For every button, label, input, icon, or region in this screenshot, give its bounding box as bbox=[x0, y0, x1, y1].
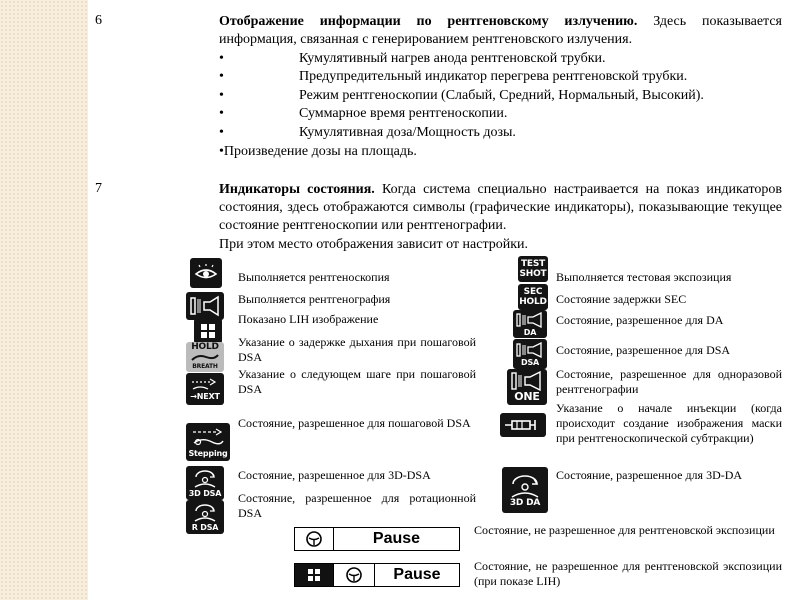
one-shot-radiography-icon: ONE bbox=[507, 369, 547, 405]
section-7-note: При этом место отображения зависит от настройки. bbox=[219, 237, 529, 252]
lih-grid-icon bbox=[194, 318, 222, 344]
section-6-intro: Здесь показывается информация, связанная с генерированием рентгеновского излучения. bbox=[219, 14, 782, 47]
indicator-label: Состояние, разрешенное для DSA bbox=[556, 343, 731, 357]
rotational-dsa-icon: R DSA bbox=[186, 500, 224, 534]
list-item-last: •Произведение дозы на площадь. bbox=[219, 144, 417, 159]
indicator-label: Состояние, разрешенное для 3D-DSA bbox=[238, 468, 431, 482]
indicator-label: Состояние, разрешенное для 3D-DA bbox=[556, 468, 743, 482]
side-decorative-strip bbox=[0, 0, 88, 600]
section-6-paragraph bbox=[219, 13, 782, 49]
dsa-tube-icon: DSA bbox=[513, 339, 547, 369]
stepping-dsa-icon: Stepping bbox=[186, 423, 230, 461]
section-6-heading: Отображение информации по рентгеновскому излучению. bbox=[219, 14, 638, 29]
section-6-number: 6 bbox=[95, 13, 102, 28]
pause-indicator bbox=[294, 527, 460, 551]
sec-hold-icon: SEC HOLD bbox=[518, 284, 548, 310]
pause-label: Pause bbox=[372, 530, 421, 547]
indicator-label: Указание о начале инъекции (когда происходит создание изображения маски при рентгеноскопической субтракции) bbox=[556, 401, 782, 445]
section-7-number: 7 bbox=[95, 181, 102, 196]
indicator-label: Выполняется рентгеноскопия bbox=[238, 270, 390, 284]
da-tube-icon: DA bbox=[513, 310, 547, 338]
test-shot-icon: TEST SHOT bbox=[518, 256, 548, 282]
indicator-label: Состояние, разрешенное для ротационной DSA bbox=[238, 491, 476, 520]
indicator-label: Состояние, разрешенное для пошаговой DSA bbox=[238, 416, 471, 430]
3d-dsa-icon: 3D DSA bbox=[186, 466, 224, 500]
section-7-heading: Индикаторы состояния. bbox=[219, 182, 375, 197]
indicator-label: Состояние, разрешенное для одноразовой рентгенографии bbox=[556, 367, 782, 396]
indicator-label: Выполняется тестовая экспозиция bbox=[556, 270, 732, 284]
indicator-label: Указание о задержке дыхания при пошаговой DSA bbox=[238, 335, 476, 364]
section-7-body: Когда система специально настраивается на показ индикаторов состояния, здесь отображаются символы (графические индикаторы), показывающие текущее состояние рентгеноскопии или рентгенографии. bbox=[219, 182, 783, 233]
3d-da-icon: 3D DA bbox=[502, 467, 548, 513]
indicator-label: Состояние, разрешенное для DA bbox=[556, 313, 724, 327]
next-step-icon: →NEXT bbox=[186, 373, 224, 405]
injection-syringe-icon bbox=[500, 413, 546, 437]
indicator-label: Указание о следующем шаге при пошаговой DSA bbox=[238, 367, 476, 396]
steering-wheel-icon bbox=[295, 528, 334, 550]
fluoroscopy-eye-icon bbox=[190, 258, 222, 288]
indicator-label: Выполняется рентгенография bbox=[238, 292, 391, 306]
radiography-tube-icon bbox=[186, 292, 224, 320]
pause-indicator-lih bbox=[294, 563, 460, 587]
pause-label: Pause bbox=[393, 566, 441, 583]
hold-breath-icon: HOLD BREATH bbox=[186, 342, 224, 372]
pause-state-label: Состояние, не разрешенное для рентгеновской экспозиции (при показе LIH) bbox=[474, 559, 782, 588]
pause-state-label: Состояние, не разрешенное для рентгеновской экспозиции bbox=[474, 523, 775, 537]
section-7-paragraph bbox=[219, 181, 782, 235]
lih-grid-icon bbox=[295, 564, 334, 586]
indicator-label: Состояние задержки SEC bbox=[556, 292, 687, 306]
indicator-label: Показано LIH изображение bbox=[238, 312, 379, 326]
steering-wheel-icon bbox=[334, 564, 375, 586]
